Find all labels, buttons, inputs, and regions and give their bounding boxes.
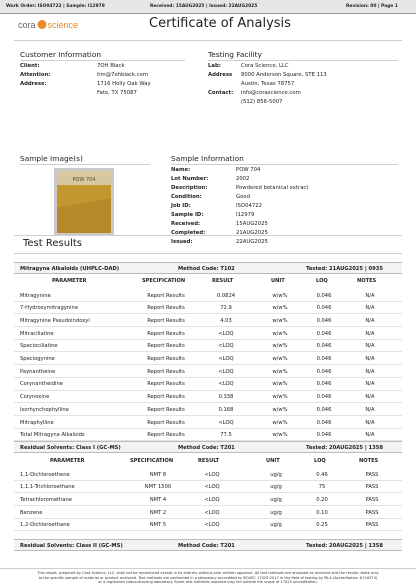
- alkaloids-table-header: PARAMETER SPECIFICATION RESULT UNIT LOQ NOTES: [52, 278, 377, 284]
- table-cell: N/A: [365, 406, 375, 413]
- table-cell: w/w%: [272, 356, 288, 362]
- table-row: [14, 403, 402, 416]
- table-cell: Report Results: [147, 368, 185, 375]
- table-cell: w/w%: [272, 432, 288, 439]
- table-cell: Mitragynine Pseudoindoxyl: [20, 317, 90, 324]
- table-row: [14, 378, 402, 391]
- table-cell: w/w%: [272, 343, 288, 350]
- divider: [20, 164, 150, 165]
- table-cell: N/A: [365, 330, 375, 337]
- alkaloids-section-bar: Mitragyna Alkaloids (UHPLC-DAD) Method Code: T102 Tested: 21AUG2025 | 0935: [14, 262, 402, 274]
- table-cell: PASS: [365, 471, 379, 478]
- table-cell: w/w%: [272, 368, 288, 375]
- table-cell: PASS: [365, 509, 379, 516]
- divider: [14, 40, 402, 41]
- table-cell: Report Results: [147, 394, 185, 401]
- client-value: 7OH Black: [97, 63, 125, 69]
- table-row: [14, 353, 402, 366]
- table-cell: w/w%: [272, 317, 288, 324]
- table-cell: w/w%: [272, 292, 288, 299]
- test-results-heading: Test Results: [23, 238, 82, 249]
- sample-info-heading: Sample Information: [171, 154, 244, 163]
- table-cell: Report Results: [147, 406, 185, 413]
- table-cell: NMT 4: [149, 496, 167, 503]
- customer-info: Client: 7OH Black Attention: tim@7ohblack.com Address: 1716 Holly Oak Way Fate, TX 75087: [20, 63, 151, 96]
- table-row: [14, 302, 402, 315]
- table-cell: 0.168: [218, 406, 234, 413]
- table-cell: 0.046: [316, 419, 332, 426]
- table-cell: Report Results: [147, 330, 185, 337]
- table-cell: PASS: [365, 496, 379, 503]
- facility-address1: 8000 Anderson Square, STE 113: [241, 72, 327, 78]
- table-row: [14, 493, 402, 506]
- divider: [20, 60, 185, 61]
- table-row: [14, 506, 402, 519]
- table-cell: <LOQ: [204, 522, 220, 529]
- table-cell: <LOQ: [204, 496, 220, 503]
- facility-info: Lab: Cora Science, LLC Address 8000 Anderson Square, STE 113 Austin, Texas 78757 Contact: info@corascience.com (512) 856-5007: [208, 63, 327, 105]
- table-cell: NMT 2: [149, 509, 167, 516]
- table-cell: NMT 5: [149, 522, 167, 529]
- table-cell: Report Results: [147, 381, 185, 388]
- table-cell: w/w%: [272, 394, 288, 401]
- table-cell: N/A: [365, 356, 375, 362]
- table-cell: ug/g: [270, 522, 282, 529]
- table-cell: <LOQ: [204, 471, 220, 478]
- table-cell: w/w%: [272, 406, 288, 413]
- table-cell: 72.9: [220, 305, 232, 312]
- received-issued-text: Received: 15AUG2025 | Issued: 22AUG2025: [150, 4, 258, 9]
- table-cell: <LOQ: [218, 343, 234, 350]
- table-cell: 0.046: [316, 292, 332, 299]
- address-line2: Fate, TX 75087: [97, 90, 137, 96]
- table-row: [14, 340, 402, 353]
- table-cell: ug/g: [270, 509, 282, 516]
- sample-images-heading: Sample Image(s): [20, 154, 83, 163]
- table-row: [14, 519, 402, 532]
- svg-text:cora: cora: [18, 20, 36, 30]
- table-cell: Speciogynine: [20, 356, 55, 362]
- divider: [208, 60, 398, 61]
- table-row: [14, 481, 402, 494]
- revision-text: Revision: 00 | Page 1: [346, 4, 398, 9]
- table-cell: Report Results: [147, 317, 185, 324]
- table-cell: NMT 1500: [144, 484, 172, 491]
- table-cell: 4.03: [220, 317, 232, 324]
- table-cell: <LOQ: [204, 484, 220, 491]
- cora-science-logo: [18, 16, 78, 34]
- table-cell: 0.046: [316, 317, 332, 324]
- lab-value: Cora Science, LLC: [241, 63, 289, 69]
- divider: [171, 164, 398, 165]
- address-line1: 1716 Holly Oak Way: [97, 81, 151, 87]
- table-cell: ug/g: [270, 484, 282, 491]
- table-cell: 0.25: [316, 522, 328, 529]
- table-cell: Report Results: [147, 292, 185, 299]
- facility-heading: Testing Facility: [208, 50, 262, 59]
- table-cell: N/A: [365, 381, 375, 388]
- table-cell: 7-Hydroxymitragynine: [20, 305, 79, 312]
- pouch-label: POW 704: [72, 177, 96, 183]
- solvents1-section-bar: Residual Solvents: Class I (GC-MS) Method Code: T201 Tested: 20AUG2025 | 1358: [14, 441, 402, 453]
- sample-pouch-image: [54, 168, 114, 236]
- solvents2-section-bar: Residual Solvents: Class II (GC-MS) Method Code: T201 Tested: 20AUG2025 | 1358: [14, 539, 402, 551]
- sample-info: Name: POW 704 Lot Number: 2002 Description: Powdered botanical extract Condition: Good Job ID: ISO04722 Sample ID: I12979 Received: 15AUG2025 Completed: 21AUG2025 Issued: 22AUG2025: [171, 167, 309, 245]
- table-cell: N/A: [365, 419, 375, 426]
- solvents1-table-header: PARAMETER SPECIFICATION RESULT UNIT LOQ NOTES: [50, 458, 379, 464]
- svg-text:science: science: [47, 20, 78, 30]
- table-cell: 0.20: [316, 496, 328, 503]
- table-cell: <LOQ: [218, 381, 234, 388]
- footer-disclaimer: This report, prepared by Cora Science, LLC, shall not be reproduced except in its entirety without prior written approval. All test methods are analysed as received and the results relate only to the specific sample of material or product analyzed. Test methods are performed in a laboratory accredited to ISO/IEC 17025:2017 in the field of testing by PJLA (Accreditation #116374) or a registered subcontracting laboratory. Some test methods reported may fall outside the scope of 17025 accreditation.: [37, 571, 379, 585]
- table-cell: Speciociliatine: [20, 343, 58, 350]
- table-cell: Corynoxine: [20, 394, 50, 401]
- table-cell: N/A: [365, 343, 375, 350]
- table-cell: 0.046: [316, 368, 332, 375]
- table-cell: ug/g: [270, 496, 282, 503]
- table-cell: N/A: [365, 432, 375, 439]
- table-cell: 75: [318, 484, 326, 491]
- table-cell: 77.5: [220, 432, 232, 439]
- contact-phone: (512) 856-5007: [241, 99, 283, 105]
- table-cell: 0.046: [316, 394, 332, 401]
- table-cell: w/w%: [272, 330, 288, 337]
- contact-email: info@corascience.com: [241, 90, 301, 96]
- table-cell: Report Results: [147, 419, 185, 426]
- table-cell: 0.046: [316, 381, 332, 388]
- table-cell: Report Results: [147, 432, 185, 439]
- work-order-text: Work Order: ISO04722 | Sample: I12979: [6, 4, 105, 9]
- table-cell: Isorhynchophylline: [20, 406, 69, 413]
- table-cell: N/A: [365, 292, 375, 299]
- table-row: [14, 289, 402, 302]
- table-cell: N/A: [365, 305, 375, 312]
- table-row: [14, 365, 402, 378]
- table-cell: Corynantheidine: [20, 381, 63, 388]
- table-cell: 1,1,1-Trichloroethane: [20, 484, 75, 491]
- table-cell: <LOQ: [218, 368, 234, 375]
- table-cell: Total Mitragyna Alkaloids: [20, 432, 85, 439]
- table-cell: ug/g: [270, 471, 282, 478]
- table-cell: 0.046: [316, 356, 332, 362]
- page-title: Certificate of Analysis: [149, 16, 291, 31]
- table-cell: Mitragynine: [20, 292, 51, 299]
- table-cell: Tetrachloromethane: [20, 496, 72, 503]
- table-cell: Paynantheine: [20, 368, 56, 375]
- table-row: [14, 314, 402, 327]
- table-cell: 0.046: [316, 432, 332, 439]
- table-cell: Report Results: [147, 356, 185, 362]
- customer-heading: Customer Information: [20, 50, 102, 59]
- facility-address2: Austin, Texas 78757: [241, 81, 295, 87]
- table-cell: 0.046: [316, 343, 332, 350]
- table-cell: 0.46: [316, 471, 328, 478]
- table-cell: <LOQ: [218, 356, 234, 362]
- table-cell: 0.046: [316, 330, 332, 337]
- table-cell: 0.338: [218, 394, 234, 401]
- table-cell: <LOQ: [218, 419, 234, 426]
- table-cell: NMT 8: [149, 471, 167, 478]
- table-cell: <LOQ: [204, 509, 220, 516]
- table-cell: Report Results: [147, 305, 185, 312]
- table-row: [14, 416, 402, 429]
- table-cell: w/w%: [272, 381, 288, 388]
- table-cell: 0.0824: [216, 292, 236, 299]
- attention-value: tim@7ohblack.com: [97, 72, 149, 78]
- table-row: [14, 429, 402, 442]
- divider: [14, 235, 402, 236]
- header-bar: [0, 0, 416, 14]
- table-cell: Report Results: [147, 343, 185, 350]
- divider: [14, 253, 402, 254]
- table-row: [14, 327, 402, 340]
- table-cell: Mitraphylline: [20, 419, 54, 426]
- table-cell: w/w%: [272, 305, 288, 312]
- table-cell: 1,1-Dichloroethene: [20, 471, 70, 478]
- table-cell: N/A: [365, 394, 375, 401]
- table-row: [14, 391, 402, 404]
- table-cell: 0.046: [316, 305, 332, 312]
- table-cell: N/A: [365, 368, 375, 375]
- table-row: [14, 468, 402, 481]
- table-cell: Benzene: [20, 509, 43, 516]
- table-cell: N/A: [365, 317, 375, 324]
- table-cell: <LOQ: [218, 330, 234, 337]
- table-cell: PASS: [365, 522, 379, 529]
- table-cell: w/w%: [272, 419, 288, 426]
- table-cell: 0.046: [316, 406, 332, 413]
- footer-divider: [0, 568, 416, 569]
- table-cell: PASS: [365, 484, 379, 491]
- table-cell: 1,2-Dichloroethane: [20, 522, 70, 529]
- table-cell: Mitraciliatine: [20, 330, 54, 337]
- table-cell: 0.10: [316, 509, 328, 516]
